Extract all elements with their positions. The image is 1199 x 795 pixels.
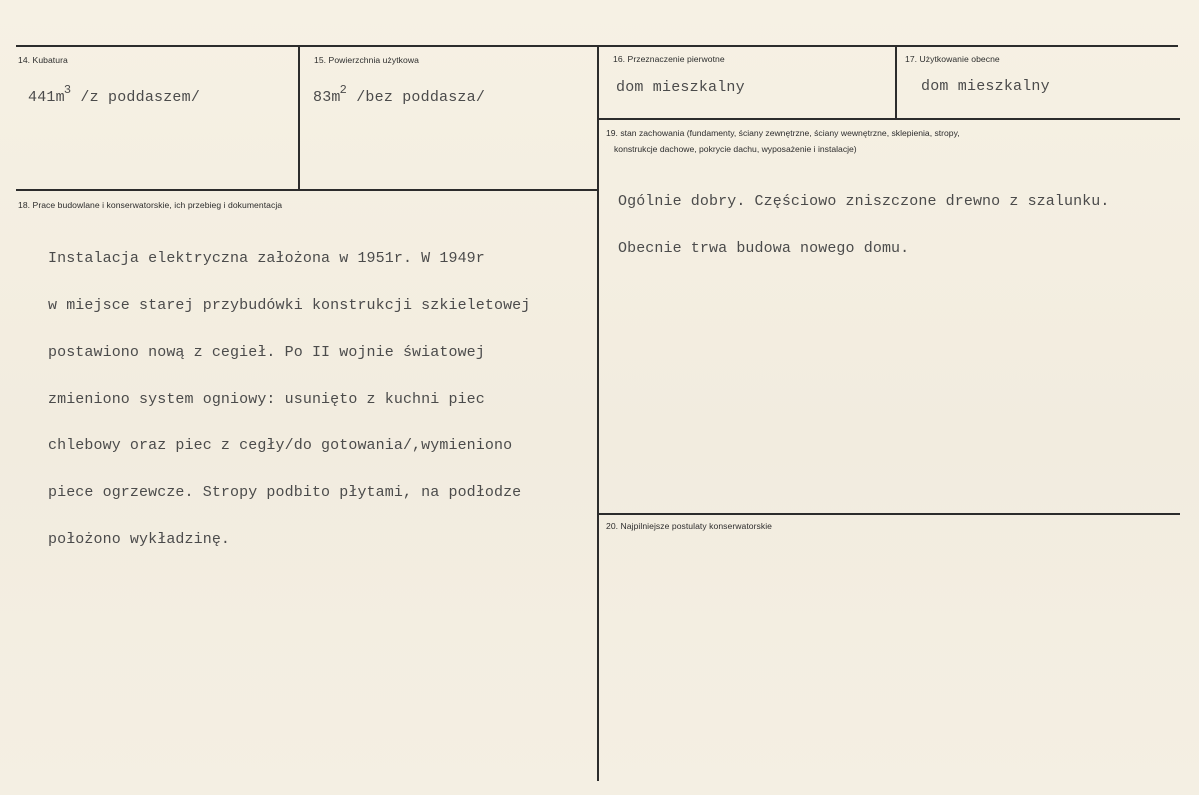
divider-16-17 <box>895 45 897 119</box>
rule-above-19 <box>598 118 1180 120</box>
field-16-label: 16. Przeznaczenie pierwotne <box>613 54 725 64</box>
field-19-label <box>606 125 960 157</box>
field-18-text <box>48 220 530 579</box>
field-19-line: Obecnie trwa budowa nowego domu. <box>618 239 910 257</box>
field-18-line: postawiono nową z cegieł. Po II wojnie światowej <box>48 343 485 361</box>
field-18-label: 18. Prace budowlane i konserwatorskie, ich przebieg i dokumentacja <box>18 200 283 210</box>
divider-left-right <box>597 45 599 781</box>
field-14-value-sup: 3 <box>63 83 72 97</box>
field-15-value-sup: 2 <box>339 83 348 97</box>
field-18-line: chlebowy oraz piec z cegły/do gotowania/,wymieniono <box>48 437 513 455</box>
field-19-label-line: 19. stan zachowania (fundamenty, ściany zewnętrzne, ściany wewnętrzne, sklepienia, stropy, <box>606 128 960 138</box>
field-18-line: w miejsce starej przybudówki konstrukcji szkieletowej <box>48 296 531 314</box>
field-14-label: 14. Kubatura <box>18 55 68 65</box>
field-15-label: 15. Powierzchnia użytkowa <box>314 55 419 65</box>
field-15-value-main: 83m <box>313 89 341 106</box>
field-15-value <box>313 84 485 105</box>
divider-14-15 <box>298 45 300 190</box>
field-20-label: 20. Najpilniejsze postulaty konserwatorskie <box>606 521 772 531</box>
field-18-line: zmieniono system ogniowy: usunięto z kuchni piec <box>48 390 485 408</box>
field-18-line: Instalacja elektryczna założona w 1951r. W 1949r <box>48 250 485 268</box>
field-15-value-rest: /bez poddasza/ <box>347 89 486 106</box>
field-19-text <box>618 163 1109 288</box>
field-14-value-main: 441m <box>28 89 65 106</box>
field-14-value-rest: /z poddaszem/ <box>71 89 201 106</box>
field-18-line: piece ogrzewcze. Stropy podbito płytami, na podłodze <box>48 484 522 502</box>
field-17-label: 17. Użytkowanie obecne <box>905 54 1000 64</box>
field-19-line: Ogólnie dobry. Częściowo zniszczone drewno z szalunku. <box>618 193 1110 211</box>
field-18-line: położono wykładzinę. <box>48 530 231 548</box>
field-19-label-line: konstrukcje dachowe, pokrycie dachu, wyposażenie i instalacje) <box>614 144 857 154</box>
field-16-value: dom mieszkalny <box>616 79 745 96</box>
field-17-value: dom mieszkalny <box>921 78 1050 95</box>
rule-above-18 <box>16 189 597 191</box>
rule-above-20 <box>598 513 1180 515</box>
field-14-value <box>28 84 200 105</box>
